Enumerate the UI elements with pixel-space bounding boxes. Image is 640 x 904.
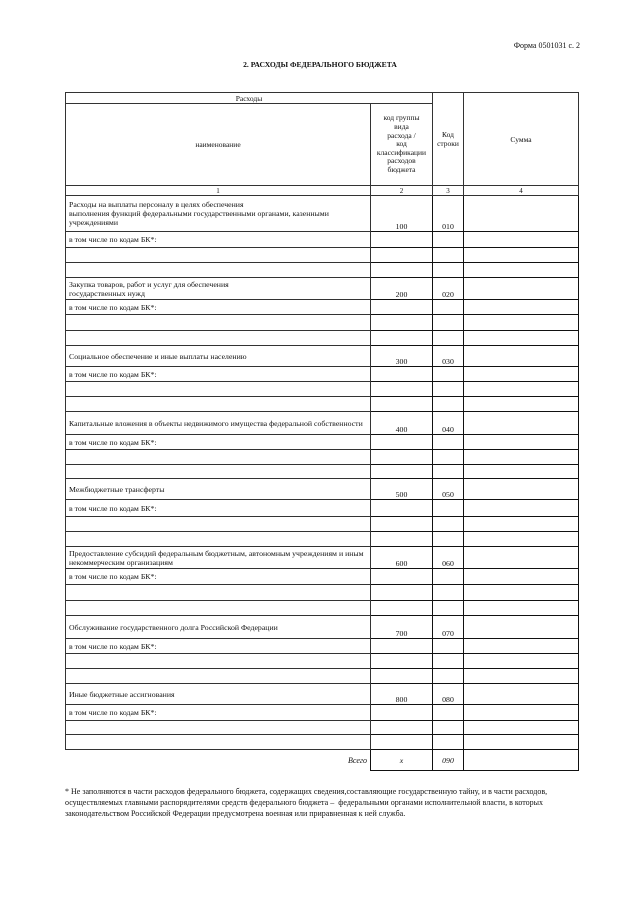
blank-code-cell	[371, 331, 433, 346]
breakdown-label: в том числе по кодам БК*:	[66, 569, 371, 585]
breakdown-row	[66, 639, 579, 654]
breakdown-label: в том числе по кодам БК*:	[66, 232, 371, 248]
breakdown-amount-cell	[464, 639, 579, 654]
line-code: 080	[433, 684, 464, 705]
expenses-table	[65, 92, 579, 771]
expense-row	[66, 412, 579, 435]
total-section	[66, 750, 579, 771]
blank-row	[66, 601, 579, 616]
expense-row	[66, 616, 579, 639]
footnote: * Не заполняются в части расходов федерального бюджета, содержащих сведения,составляющие государственную тайну, и в части расходов, осуществляемых главными распорядителями средств федерального бюджета – федеральными органами исполнительной власти, в которых законодательством Российской Федерации предусмотрена военная или приравненная к ней служба.	[65, 787, 548, 818]
blank-line-cell	[433, 263, 464, 278]
expense-row	[66, 346, 579, 367]
amount-cell	[464, 616, 579, 639]
amount-cell	[464, 278, 579, 300]
total-amount-cell	[464, 750, 579, 771]
expense-name: Социальное обеспечение и иные выплаты населению	[66, 346, 371, 367]
blank-line-cell	[433, 669, 464, 684]
blank-line-cell	[433, 585, 464, 601]
blank-amount-cell	[464, 735, 579, 750]
blank-amount-cell	[464, 669, 579, 684]
blank-code-cell	[371, 465, 433, 479]
blank-row	[66, 654, 579, 669]
blank-code-cell	[371, 532, 433, 547]
line-code: 070	[433, 616, 464, 639]
blank-amount-cell	[464, 263, 579, 278]
blank-row	[66, 517, 579, 532]
blank-row	[66, 248, 579, 263]
line-code: 020	[433, 278, 464, 300]
expense-name: Обслуживание государственного долга Российской Федерации	[66, 616, 371, 639]
blank-row	[66, 263, 579, 278]
blank-name-cell	[66, 450, 371, 465]
blank-line-cell	[433, 248, 464, 263]
blank-row	[66, 465, 579, 479]
amount-cell	[464, 684, 579, 705]
line-code-header: Код строки	[433, 93, 464, 186]
amount-cell	[464, 547, 579, 569]
expense-row	[66, 547, 579, 569]
blank-name-cell	[66, 263, 371, 278]
amount-header: Сумма	[464, 93, 579, 186]
breakdown-code-cell	[371, 639, 433, 654]
blank-code-cell	[371, 654, 433, 669]
column-number-row	[66, 186, 579, 196]
amount-cell	[464, 479, 579, 500]
expense-type-code: 400	[371, 412, 433, 435]
line-code: 050	[433, 479, 464, 500]
breakdown-line-cell	[433, 300, 464, 315]
blank-line-cell	[433, 397, 464, 412]
blank-row	[66, 585, 579, 601]
blank-name-cell	[66, 532, 371, 547]
breakdown-line-cell	[433, 500, 464, 517]
blank-line-cell	[433, 654, 464, 669]
blank-amount-cell	[464, 465, 579, 479]
blank-code-cell	[371, 721, 433, 735]
expense-name: Предоставление субсидий федеральным бюджетным, автономным учреждениям и иным некоммерческим организациям	[66, 547, 371, 569]
breakdown-row	[66, 435, 579, 450]
blank-amount-cell	[464, 585, 579, 601]
blank-amount-cell	[464, 248, 579, 263]
blank-row	[66, 669, 579, 684]
blank-line-cell	[433, 450, 464, 465]
expense-rows	[66, 196, 579, 750]
breakdown-code-cell	[371, 367, 433, 382]
blank-code-cell	[371, 601, 433, 616]
breakdown-label: в том числе по кодам БК*:	[66, 705, 371, 721]
breakdown-amount-cell	[464, 500, 579, 517]
expense-row	[66, 278, 579, 300]
blank-code-cell	[371, 382, 433, 397]
expense-type-code: 300	[371, 346, 433, 367]
expense-name: Закупка товаров, работ и услуг для обеспечения государственных нужд	[66, 278, 371, 300]
blank-row	[66, 382, 579, 397]
blank-line-cell	[433, 331, 464, 346]
table-header	[66, 93, 579, 196]
blank-name-cell	[66, 465, 371, 479]
breakdown-row	[66, 300, 579, 315]
name-header: наименование	[66, 104, 371, 186]
blank-name-cell	[66, 397, 371, 412]
line-code: 060	[433, 547, 464, 569]
blank-row	[66, 721, 579, 735]
blank-name-cell	[66, 517, 371, 532]
blank-name-cell	[66, 585, 371, 601]
expense-type-code: 700	[371, 616, 433, 639]
line-code: 010	[433, 196, 464, 232]
total-label: Всего	[347, 755, 367, 765]
expense-row	[66, 196, 579, 232]
blank-line-cell	[433, 532, 464, 547]
expense-type-code: 800	[371, 684, 433, 705]
breakdown-row	[66, 367, 579, 382]
expense-code-header: код группы вида расхода / код классификации расходов бюджета	[371, 104, 433, 186]
breakdown-amount-cell	[464, 367, 579, 382]
breakdown-label: в том числе по кодам БК*:	[66, 639, 371, 654]
blank-amount-cell	[464, 315, 579, 331]
breakdown-row	[66, 705, 579, 721]
breakdown-label: в том числе по кодам БК*:	[66, 435, 371, 450]
blank-code-cell	[371, 585, 433, 601]
total-row	[66, 750, 579, 771]
blank-code-cell	[371, 248, 433, 263]
blank-amount-cell	[464, 532, 579, 547]
breakdown-code-cell	[371, 300, 433, 315]
blank-name-cell	[66, 315, 371, 331]
blank-code-cell	[371, 669, 433, 684]
header-row-top	[66, 93, 579, 104]
breakdown-line-cell	[433, 435, 464, 450]
expense-type-code: 200	[371, 278, 433, 300]
blank-code-cell	[371, 735, 433, 750]
total-line-code: 090	[433, 750, 464, 771]
blank-name-cell	[66, 654, 371, 669]
breakdown-code-cell	[371, 232, 433, 248]
amount-cell	[464, 412, 579, 435]
blank-code-cell	[371, 517, 433, 532]
line-code: 030	[433, 346, 464, 367]
blank-name-cell	[66, 601, 371, 616]
blank-row	[66, 735, 579, 750]
breakdown-label: в том числе по кодам БК*:	[66, 300, 371, 315]
breakdown-amount-cell	[464, 232, 579, 248]
breakdown-line-cell	[433, 569, 464, 585]
expenses-group-header: Расходы	[66, 93, 433, 104]
breakdown-code-cell	[371, 705, 433, 721]
blank-line-cell	[433, 721, 464, 735]
line-code: 040	[433, 412, 464, 435]
column-number: 3	[433, 186, 464, 196]
breakdown-label: в том числе по кодам БК*:	[66, 367, 371, 382]
breakdown-amount-cell	[464, 300, 579, 315]
blank-code-cell	[371, 450, 433, 465]
blank-row	[66, 397, 579, 412]
blank-line-cell	[433, 465, 464, 479]
blank-code-cell	[371, 315, 433, 331]
expense-type-code: 500	[371, 479, 433, 500]
expense-row	[66, 479, 579, 500]
column-number: 2	[371, 186, 433, 196]
blank-row	[66, 315, 579, 331]
breakdown-amount-cell	[464, 435, 579, 450]
blank-line-cell	[433, 315, 464, 331]
blank-code-cell	[371, 397, 433, 412]
blank-code-cell	[371, 263, 433, 278]
section-title: 2. РАСХОДЫ ФЕДЕРАЛЬНОГО БЮДЖЕТА	[243, 60, 397, 69]
expense-name: Расходы на выплаты персоналу в целях обеспечения выполнения функций федеральными государственными органами, казенными учреждениями	[66, 196, 371, 232]
breakdown-line-cell	[433, 705, 464, 721]
blank-name-cell	[66, 382, 371, 397]
breakdown-row	[66, 232, 579, 248]
blank-amount-cell	[464, 601, 579, 616]
blank-name-cell	[66, 735, 371, 750]
blank-amount-cell	[464, 450, 579, 465]
blank-line-cell	[433, 735, 464, 750]
breakdown-label: в том числе по кодам БК*:	[66, 500, 371, 517]
breakdown-line-cell	[433, 639, 464, 654]
blank-name-cell	[66, 331, 371, 346]
expense-name: Межбюджетные трансферты	[66, 479, 371, 500]
amount-cell	[464, 196, 579, 232]
blank-amount-cell	[464, 654, 579, 669]
blank-line-cell	[433, 382, 464, 397]
breakdown-line-cell	[433, 367, 464, 382]
total-expense-code: x	[371, 750, 433, 771]
blank-line-cell	[433, 517, 464, 532]
breakdown-amount-cell	[464, 569, 579, 585]
column-number: 1	[66, 186, 371, 196]
expense-type-code: 600	[371, 547, 433, 569]
breakdown-code-cell	[371, 435, 433, 450]
blank-amount-cell	[464, 382, 579, 397]
blank-line-cell	[433, 601, 464, 616]
breakdown-row	[66, 569, 579, 585]
form-reference: Форма 0501031 с. 2	[513, 41, 580, 50]
column-number: 4	[464, 186, 579, 196]
breakdown-code-cell	[371, 569, 433, 585]
blank-row	[66, 450, 579, 465]
blank-name-cell	[66, 669, 371, 684]
breakdown-row	[66, 500, 579, 517]
expense-type-code: 100	[371, 196, 433, 232]
blank-name-cell	[66, 248, 371, 263]
blank-amount-cell	[464, 331, 579, 346]
blank-row	[66, 532, 579, 547]
blank-amount-cell	[464, 517, 579, 532]
breakdown-amount-cell	[464, 705, 579, 721]
blank-amount-cell	[464, 721, 579, 735]
breakdown-line-cell	[433, 232, 464, 248]
amount-cell	[464, 346, 579, 367]
expense-name: Иные бюджетные ассигнования	[66, 684, 371, 705]
expense-name: Капитальные вложения в объекты недвижимого имущества федеральной собственности	[66, 412, 371, 435]
breakdown-code-cell	[371, 500, 433, 517]
expense-row	[66, 684, 579, 705]
blank-amount-cell	[464, 397, 579, 412]
blank-name-cell	[66, 721, 371, 735]
blank-row	[66, 331, 579, 346]
